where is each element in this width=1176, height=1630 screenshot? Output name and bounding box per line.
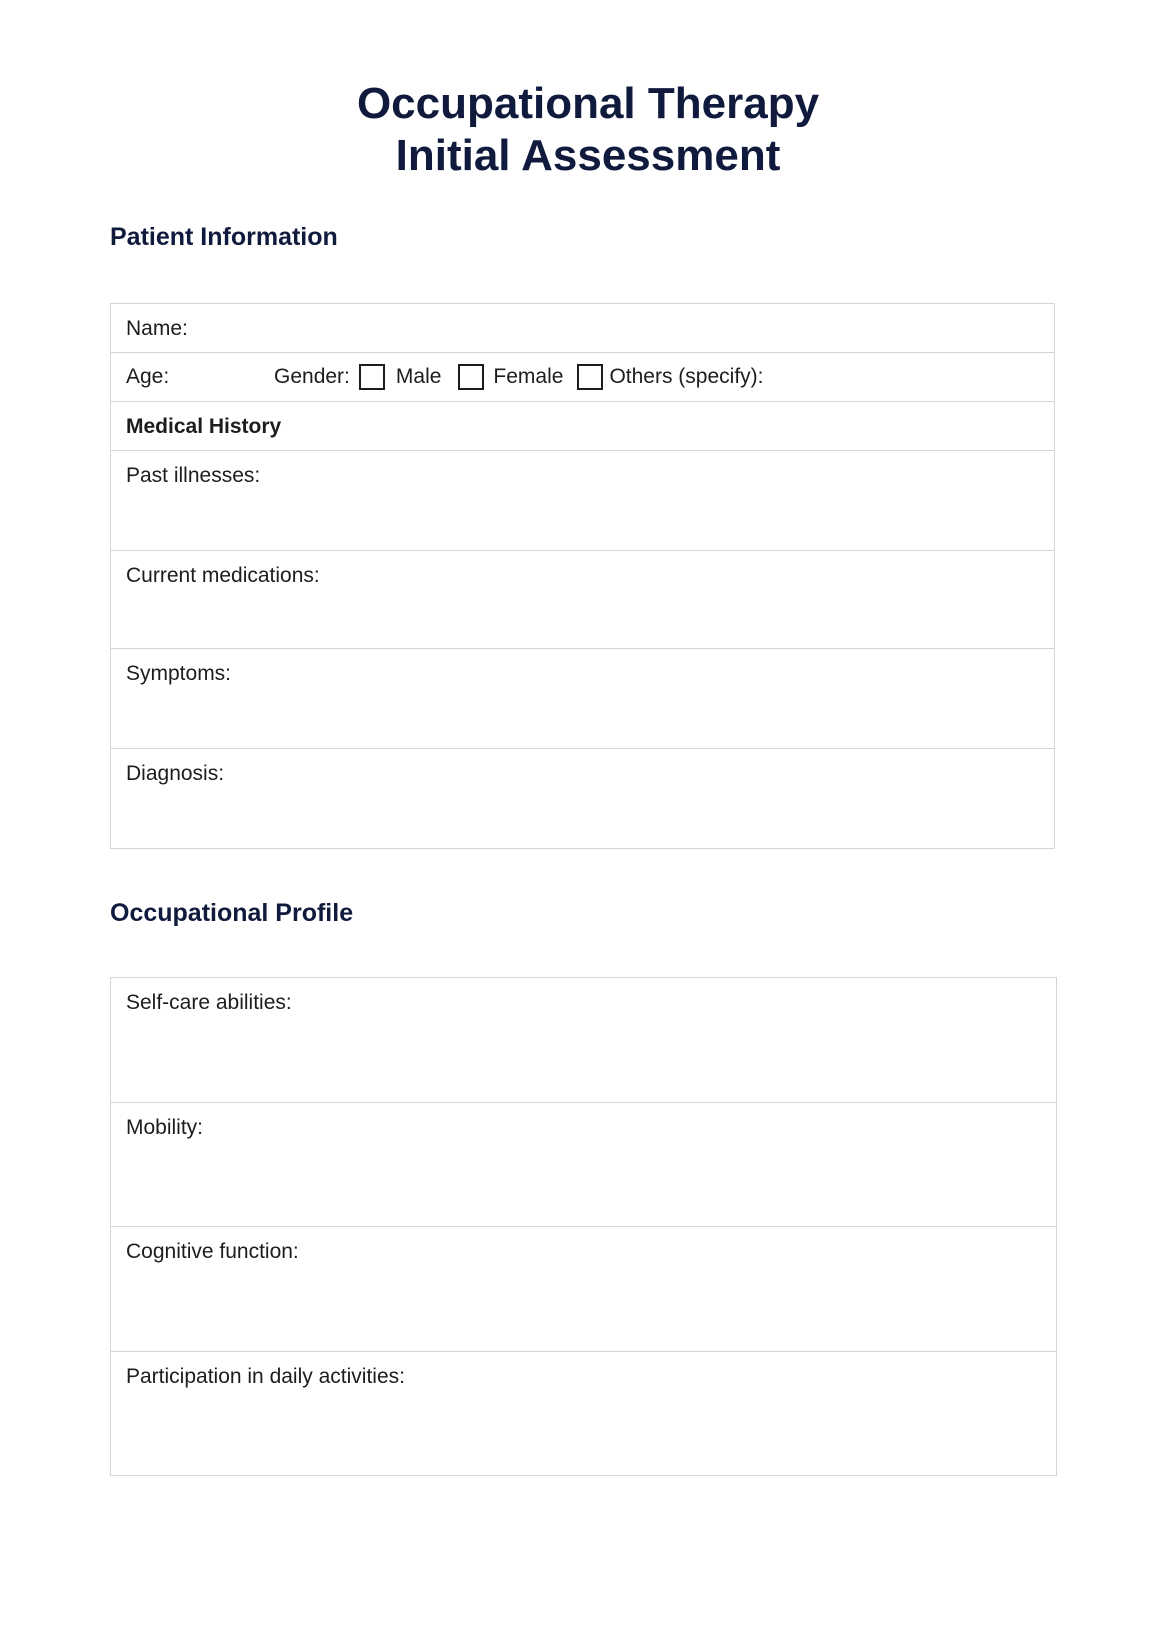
male-checkbox[interactable] <box>359 364 385 390</box>
mobility-label: Mobility: <box>126 1116 204 1139</box>
occupational-profile-heading: Occupational Profile <box>110 899 354 927</box>
diagnosis-label: Diagnosis: <box>126 762 225 785</box>
cognitive-function-field[interactable] <box>111 1227 1057 1352</box>
patient-information-heading: Patient Information <box>110 223 338 251</box>
medical-history-row <box>111 402 1055 451</box>
document-title <box>0 78 1176 182</box>
title-line-2: Initial Assessment <box>395 131 781 180</box>
mobility-row <box>111 1103 1057 1227</box>
current-medications-row <box>111 551 1055 649</box>
symptoms-field[interactable] <box>111 649 1055 749</box>
age-gender-row <box>111 353 1055 402</box>
occupational-profile-table <box>110 977 1057 1476</box>
past-illnesses-label: Past illnesses: <box>126 464 261 487</box>
medical-history-heading: Medical History <box>126 415 282 438</box>
self-care-label: Self-care abilities: <box>126 991 292 1014</box>
current-medications-label: Current medications: <box>126 564 320 587</box>
others-checkbox[interactable] <box>577 364 603 390</box>
cognitive-function-row <box>111 1227 1057 1352</box>
diagnosis-row <box>111 749 1055 849</box>
self-care-row <box>111 978 1057 1103</box>
participation-field[interactable] <box>111 1352 1057 1476</box>
current-medications-field[interactable] <box>111 551 1055 649</box>
participation-label: Participation in daily activities: <box>126 1365 405 1388</box>
diagnosis-field[interactable] <box>111 749 1055 849</box>
title-line-1: Occupational Therapy <box>356 79 820 128</box>
self-care-field[interactable] <box>111 978 1057 1103</box>
gender-label: Gender: <box>274 365 350 388</box>
name-row <box>111 304 1055 353</box>
patient-information-table <box>110 303 1055 849</box>
name-field[interactable] <box>111 304 1055 353</box>
name-label: Name: <box>126 317 188 340</box>
age-label: Age: <box>126 365 170 388</box>
mobility-field[interactable] <box>111 1103 1057 1227</box>
male-option-label: Male <box>395 365 442 388</box>
others-option-label: Others (specify): <box>609 365 764 388</box>
symptoms-label: Symptoms: <box>126 662 232 685</box>
symptoms-row <box>111 649 1055 749</box>
female-option-label: Female <box>493 365 564 388</box>
past-illnesses-row <box>111 451 1055 551</box>
participation-row <box>111 1352 1057 1476</box>
cognitive-function-label: Cognitive function: <box>126 1240 299 1263</box>
female-checkbox[interactable] <box>458 364 484 390</box>
past-illnesses-field[interactable] <box>111 451 1055 551</box>
